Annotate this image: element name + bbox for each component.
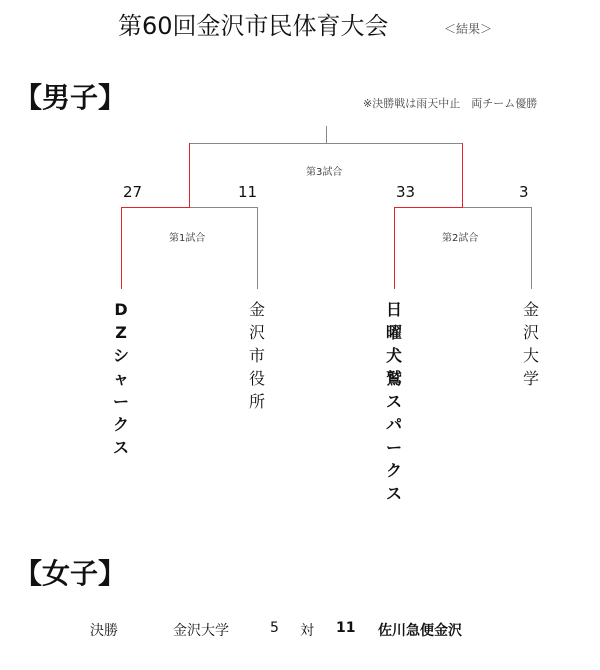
team2-char: 役 [248, 369, 265, 388]
match2-winner-horizontal [394, 207, 463, 208]
final-vs: 対 [300, 623, 314, 639]
team4-char: 沢 [522, 323, 539, 342]
team2-char: 所 [248, 392, 265, 411]
team3-char: パ [385, 415, 402, 434]
score-team1: 27 [123, 183, 143, 201]
team3-name [382, 298, 406, 505]
match1-loser-vertical [257, 207, 258, 289]
score-team4: 3 [519, 183, 529, 201]
team2-char: 沢 [248, 323, 265, 342]
final-horizontal-line [189, 143, 463, 144]
final-round-label: 決勝 [90, 623, 118, 639]
team4-char: 金 [522, 300, 539, 319]
team2-char: 市 [248, 346, 265, 365]
team4-char: 学 [522, 369, 539, 388]
score-team3: 33 [396, 183, 416, 201]
match1-winner-vertical [121, 207, 122, 289]
team3-char: 犬 [385, 346, 402, 365]
team3-char: ー [385, 438, 402, 457]
team1-char: D [114, 300, 128, 319]
team1-char: ー [112, 392, 129, 411]
team1-char: Z [115, 323, 127, 342]
team3-char: 日 [385, 300, 402, 319]
team3-char: 鷲 [385, 369, 402, 388]
match2-loser-horizontal [463, 207, 531, 208]
team1-char: ク [112, 415, 129, 434]
match2-winner-vertical [394, 207, 395, 289]
team4-name [519, 298, 543, 390]
team1-char: ス [112, 438, 129, 457]
final-score-a: 5 [270, 620, 279, 636]
semi2-winner-vertical [462, 143, 463, 208]
men-note: ※決勝戦は雨天中止 両チーム優勝 [363, 97, 538, 110]
team3-char: ス [385, 392, 402, 411]
final-score-b: 11 [336, 620, 356, 636]
team2-name [245, 298, 269, 413]
final-stub-line [326, 126, 327, 143]
match1-winner-horizontal [121, 207, 190, 208]
score-team2: 11 [238, 183, 258, 201]
team3-char: ク [385, 461, 402, 480]
team2-char: 金 [248, 300, 265, 319]
match1-label: 第1試合 [169, 233, 206, 244]
page-subtitle: ＜結果＞ [444, 22, 493, 36]
semi1-winner-vertical [189, 143, 190, 208]
team1-name [109, 298, 133, 459]
team3-char: ス [385, 484, 402, 503]
team1-char: シ [112, 346, 129, 365]
final-team-b: 佐川急便金沢 [378, 623, 462, 639]
match2-loser-vertical [531, 207, 532, 289]
match1-loser-horizontal [190, 207, 258, 208]
match2-label: 第2試合 [442, 233, 479, 244]
team4-char: 大 [522, 346, 539, 365]
page-title: 第60回金沢市民体育大会 [118, 12, 389, 40]
final-team-a: 金沢大学 [173, 623, 229, 639]
men-section-heading: 【男子】 [14, 81, 127, 114]
team3-char: 曜 [385, 323, 402, 342]
match3-label: 第3試合 [306, 167, 343, 178]
women-section-heading: 【女子】 [14, 557, 127, 590]
team1-char: ャ [112, 369, 129, 388]
